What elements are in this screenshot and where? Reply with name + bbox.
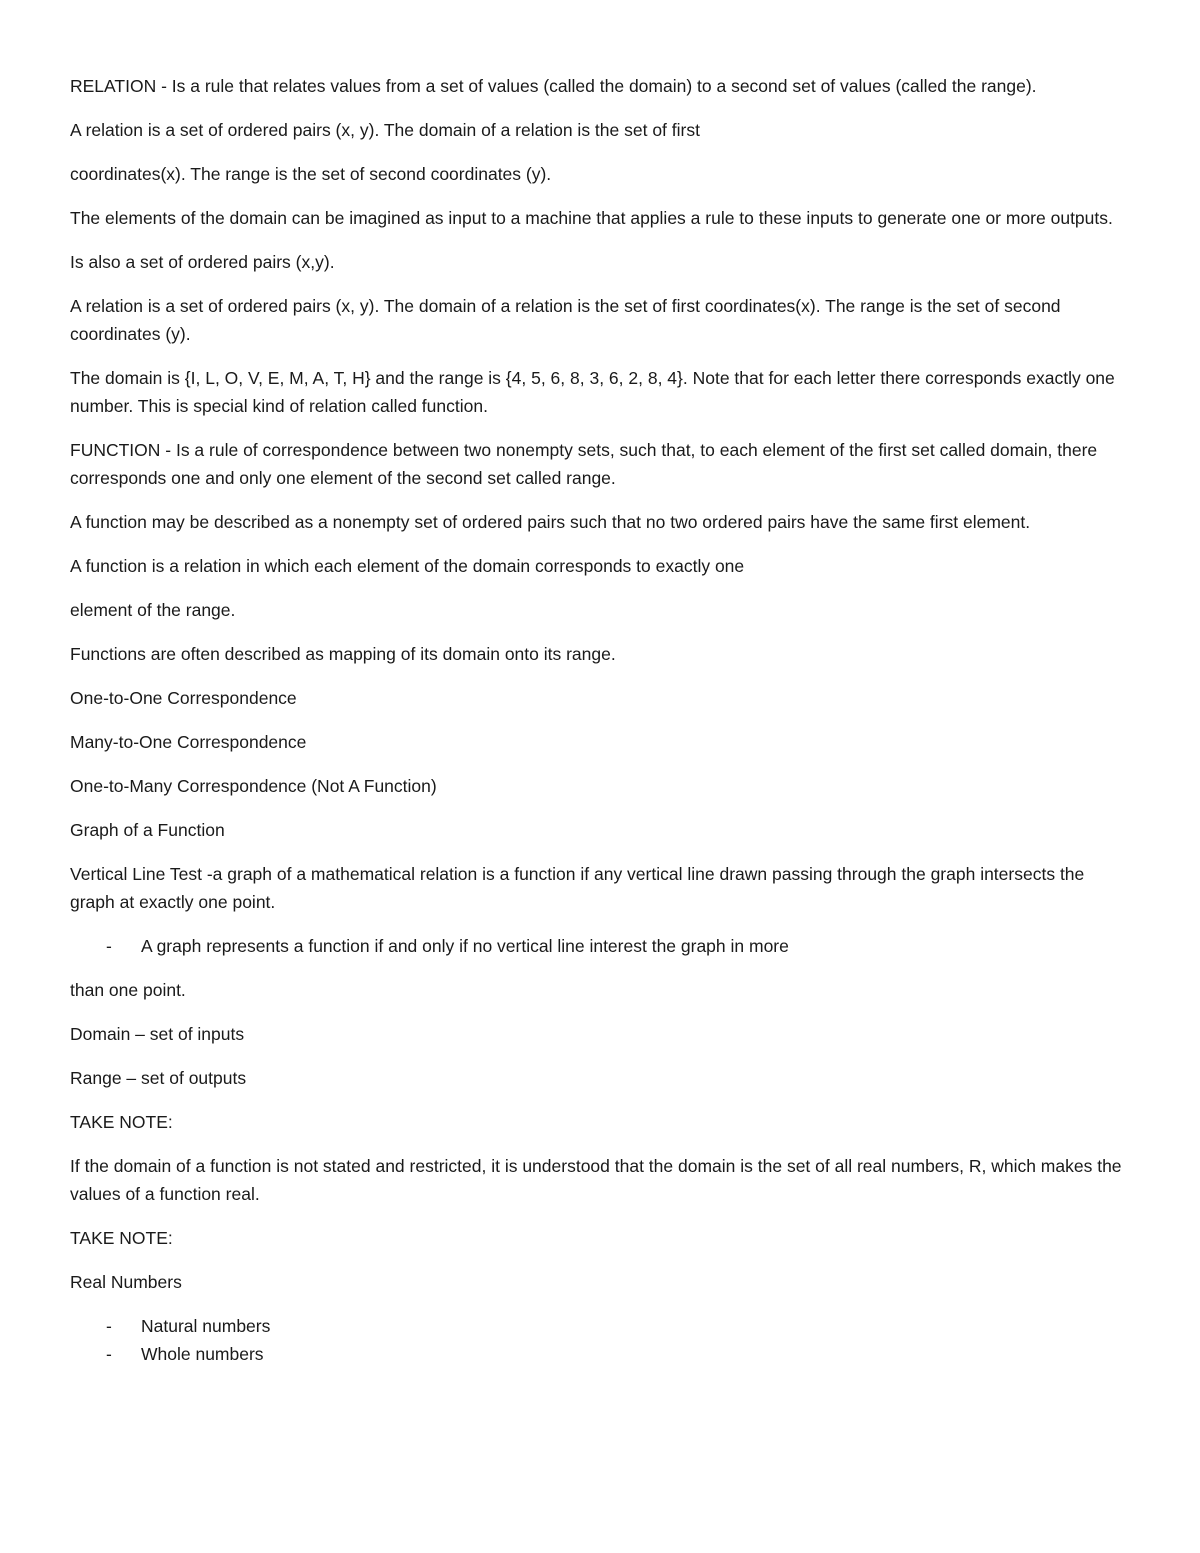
domain-range-example: The domain is {I, L, O, V, E, M, A, T, H} and the range is {4, 5, 6, 8, 3, 6, 2, 8, 4}. Note that for each letter there corresponds exactly one number. This is special kind of relation called function. bbox=[70, 368, 1115, 416]
many-to-one-heading: Many-to-One Correspondence bbox=[70, 732, 307, 752]
real-numbers-list bbox=[70, 1312, 1132, 1368]
relation-definition: RELATION - Is a rule that relates values from a set of values (called the domain) to a second set of values (called the range). bbox=[70, 76, 1037, 96]
list-item-text: A graph represents a function if and only if no vertical line interest the graph in more bbox=[141, 936, 789, 956]
vertical-line-test: Vertical Line Test -a graph of a mathematical relation is a function if any vertical line drawn passing through the graph intersects the graph at exactly one point. bbox=[70, 864, 1085, 912]
function-mapping: Functions are often described as mapping of its domain onto its range. bbox=[70, 644, 616, 664]
take-note-heading-2: TAKE NOTE: bbox=[70, 1228, 173, 1248]
function-relation: A function is a relation in which each element of the domain corresponds to exactly one bbox=[70, 556, 745, 576]
list-item bbox=[70, 1340, 1132, 1368]
relation-ordered-pairs: A relation is a set of ordered pairs (x, y). The domain of a relation is the set of first bbox=[70, 120, 700, 140]
relation-restated: A relation is a set of ordered pairs (x, y). The domain of a relation is the set of first coordinates(x). The range is the set of second coordinates (y). bbox=[70, 296, 1061, 344]
range-outputs: Range – set of outputs bbox=[70, 1068, 247, 1088]
list-item bbox=[70, 1312, 1132, 1340]
function-range-element: element of the range. bbox=[70, 600, 236, 620]
vertical-line-bullet-list bbox=[70, 932, 1132, 960]
one-to-many-heading: One-to-Many Correspondence (Not A Function) bbox=[70, 776, 437, 796]
function-definition: FUNCTION - Is a rule of correspondence between two nonempty sets, such that, to each element of the first set called domain, there corresponds one and only one element of the second set called range. bbox=[70, 440, 1098, 488]
bullet-dash: - bbox=[106, 936, 112, 956]
domain-as-input: The elements of the domain can be imagined as input to a machine that applies a rule to these inputs to generate one or more outputs. bbox=[70, 208, 1113, 228]
one-to-one-heading: One-to-One Correspondence bbox=[70, 688, 297, 708]
list-item-text: Whole numbers bbox=[141, 1344, 264, 1364]
function-ordered-pairs: A function may be described as a nonempty set of ordered pairs such that no two ordered pairs have the same first element. bbox=[70, 512, 1031, 532]
relation-coordinates: coordinates(x). The range is the set of second coordinates (y). bbox=[70, 164, 552, 184]
graph-of-function-heading: Graph of a Function bbox=[70, 820, 225, 840]
domain-real-numbers-note: If the domain of a function is not stated and restricted, it is understood that the domain is the set of all real numbers, R, which makes the values of a function real. bbox=[70, 1156, 1122, 1204]
document-body bbox=[70, 72, 1132, 1384]
list-item-text: Natural numbers bbox=[141, 1316, 271, 1336]
bullet-dash: - bbox=[106, 1316, 112, 1336]
domain-inputs: Domain – set of inputs bbox=[70, 1024, 245, 1044]
take-note-heading: TAKE NOTE: bbox=[70, 1112, 173, 1132]
list-item bbox=[70, 932, 1132, 960]
vertical-line-continuation: than one point. bbox=[70, 980, 186, 1000]
ordered-pairs-note: Is also a set of ordered pairs (x,y). bbox=[70, 252, 335, 272]
real-numbers-heading: Real Numbers bbox=[70, 1272, 182, 1292]
bullet-dash: - bbox=[106, 1344, 112, 1364]
